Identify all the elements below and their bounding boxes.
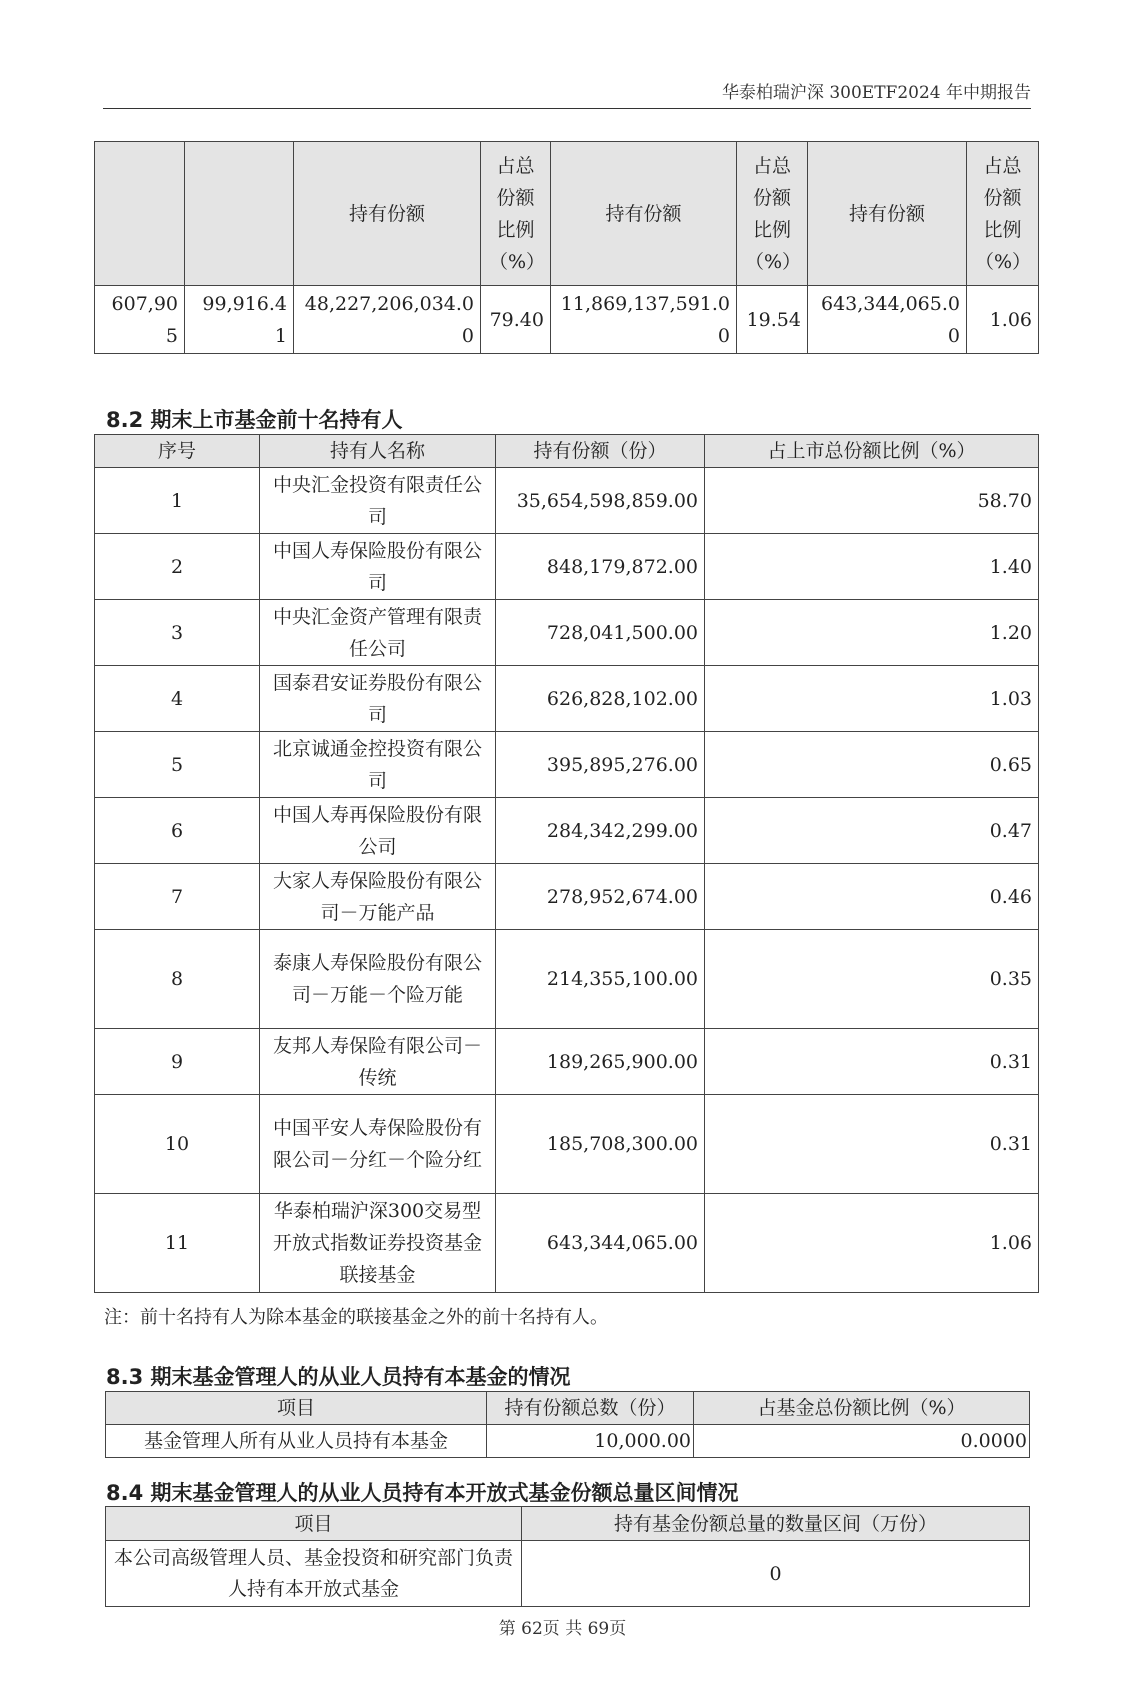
table-cell: 607,905 [95, 286, 185, 354]
table-cell: 35,654,598,859.00 [496, 468, 705, 534]
table-row [95, 930, 1039, 1029]
table-cell: 643,344,065.00 [496, 1194, 705, 1293]
table-cell: 7 [95, 864, 260, 930]
table-cell: 99,916.41 [185, 286, 294, 354]
section-title-8-3: 8.3 期末基金管理人的从业人员持有本基金的情况 [106, 1365, 571, 1389]
table-cell: 3 [95, 600, 260, 666]
table-cell: 北京诚通金控投资有限公司 [260, 732, 496, 798]
table-cell: 848,179,872.00 [496, 534, 705, 600]
table-cell: 214,355,100.00 [496, 930, 705, 1029]
table-cell: 0.31 [705, 1029, 1039, 1095]
table-cell: 本公司高级管理人员、基金投资和研究部门负责人持有本开放式基金 [106, 1541, 522, 1607]
staff-holding-range-table [105, 1506, 1030, 1607]
table-header-cell: 项目 [106, 1392, 487, 1425]
page-footer: 第 62页 共 69页 [498, 1619, 627, 1639]
table-cell: 4 [95, 666, 260, 732]
table-cell: 11 [95, 1194, 260, 1293]
table-header-cell: 项目 [106, 1507, 522, 1541]
table-cell: 6 [95, 798, 260, 864]
table-cell: 728,041,500.00 [496, 600, 705, 666]
table-cell: 大家人寿保险股份有限公司－万能产品 [260, 864, 496, 930]
table-cell: 10,000.00 [487, 1425, 694, 1458]
table-header-cell: 占基金总份额比例（%） [694, 1392, 1030, 1425]
table-header-cell: 持有份额总数（份） [487, 1392, 694, 1425]
table-cell: 1 [95, 468, 260, 534]
table-row [95, 468, 1039, 534]
table-cell: 1.03 [705, 666, 1039, 732]
table-row [95, 1029, 1039, 1095]
table-cell: 0.0000 [694, 1425, 1030, 1458]
table-cell: 中国平安人寿保险股份有限公司－分红－个险分红 [260, 1095, 496, 1194]
table-row [95, 600, 1039, 666]
staff-holdings-table [105, 1391, 1030, 1458]
table-cell: 19.54 [737, 286, 808, 354]
table-cell: 5 [95, 732, 260, 798]
table-cell: 9 [95, 1029, 260, 1095]
table-header-cell: 持有基金份额总量的数量区间（万份） [522, 1507, 1030, 1541]
table-cell: 10 [95, 1095, 260, 1194]
table-row [95, 666, 1039, 732]
table-header-cell [185, 142, 294, 286]
table-cell: 8 [95, 930, 260, 1029]
table-note: 注：前十名持有人为除本基金的联接基金之外的前十名持有人。 [104, 1307, 608, 1328]
table-cell: 中国人寿保险股份有限公司 [260, 534, 496, 600]
table-header-row [95, 142, 1039, 286]
header-rule [103, 108, 1031, 109]
table-cell: 189,265,900.00 [496, 1029, 705, 1095]
table-cell: 国泰君安证券股份有限公司 [260, 666, 496, 732]
table-cell: 华泰柏瑞沪深300交易型开放式指数证券投资基金联接基金 [260, 1194, 496, 1293]
table-row [95, 534, 1039, 600]
table-row [95, 864, 1039, 930]
table-cell: 基金管理人所有从业人员持有本基金 [106, 1425, 487, 1458]
table-cell: 中央汇金资产管理有限责任公司 [260, 600, 496, 666]
table-cell: 48,227,206,034.00 [294, 286, 481, 354]
table-header-cell: 占总份额比例（%） [737, 142, 808, 286]
table-cell: 2 [95, 534, 260, 600]
table-cell: 1.06 [705, 1194, 1039, 1293]
table-header-cell: 持有份额 [808, 142, 967, 286]
table-cell: 58.70 [705, 468, 1039, 534]
section-title-8-2: 8.2 期末上市基金前十名持有人 [106, 408, 403, 432]
table-header-cell: 占总份额比例（%） [481, 142, 551, 286]
table-cell: 0.35 [705, 930, 1039, 1029]
table-row [95, 798, 1039, 864]
table-row [106, 1425, 1030, 1458]
report-header-title: 华泰柏瑞沪深 300ETF2024 年中期报告 [721, 83, 1031, 103]
table-header-cell: 占上市总份额比例（%） [705, 435, 1039, 468]
table-cell: 185,708,300.00 [496, 1095, 705, 1194]
table-header-cell: 序号 [95, 435, 260, 468]
table-cell: 79.40 [481, 286, 551, 354]
table-row [95, 732, 1039, 798]
table-header-row [106, 1392, 1030, 1425]
table-cell: 0 [522, 1541, 1030, 1607]
section-title-8-4: 8.4 期末基金管理人的从业人员持有本开放式基金份额总量区间情况 [106, 1481, 739, 1505]
table-header-cell: 持有人名称 [260, 435, 496, 468]
table-row [106, 1541, 1030, 1607]
holder-structure-table [94, 141, 1039, 354]
table-cell: 284,342,299.00 [496, 798, 705, 864]
table-cell: 1.20 [705, 600, 1039, 666]
table-row [95, 1095, 1039, 1194]
table-cell: 0.47 [705, 798, 1039, 864]
table-header-cell: 占总份额比例（%） [967, 142, 1039, 286]
table-cell: 0.31 [705, 1095, 1039, 1194]
table-header-row [106, 1507, 1030, 1541]
table-cell: 中国人寿再保险股份有限公司 [260, 798, 496, 864]
table-cell: 中央汇金投资有限责任公司 [260, 468, 496, 534]
table-row [95, 286, 1039, 354]
table-row [95, 1194, 1039, 1293]
table-header-cell: 持有份额（份） [496, 435, 705, 468]
table-cell: 1.06 [967, 286, 1039, 354]
table-cell: 11,869,137,591.00 [551, 286, 737, 354]
top-ten-holders-table [94, 434, 1039, 1293]
table-cell: 1.40 [705, 534, 1039, 600]
table-cell: 278,952,674.00 [496, 864, 705, 930]
table-header-cell: 持有份额 [294, 142, 481, 286]
table-header-cell: 持有份额 [551, 142, 737, 286]
table-cell: 643,344,065.00 [808, 286, 967, 354]
table-cell: 0.46 [705, 864, 1039, 930]
table-cell: 友邦人寿保险有限公司－传统 [260, 1029, 496, 1095]
table-header-cell [95, 142, 185, 286]
table-cell: 626,828,102.00 [496, 666, 705, 732]
table-header-row [95, 435, 1039, 468]
table-cell: 泰康人寿保险股份有限公司－万能－个险万能 [260, 930, 496, 1029]
table-cell: 0.65 [705, 732, 1039, 798]
table-cell: 395,895,276.00 [496, 732, 705, 798]
